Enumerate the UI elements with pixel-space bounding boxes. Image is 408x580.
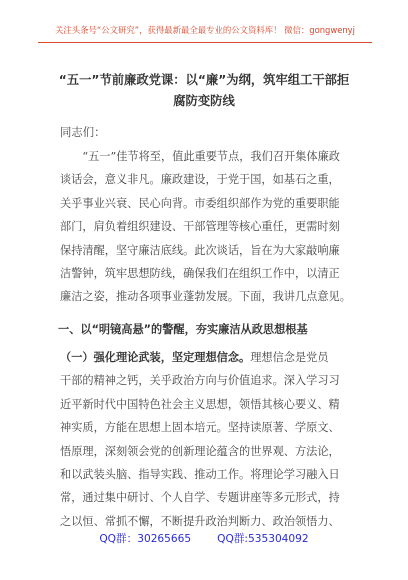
footer-qq-group-2: QQ群:535304092 — [217, 533, 309, 545]
footer-qq-group-1: QQ群：30265665 — [99, 533, 192, 545]
footer-contact — [0, 532, 408, 546]
section-heading-1: 一、以“明镜高悬”的警醒，夯实廉洁从政思想根基 — [58, 323, 308, 336]
paragraph-line: 之以恒、常抓不懈，不断提升政治判断力、政治领悟力、 — [60, 514, 340, 528]
paragraph-line: 洁警钟，筑牢思想防线，确保我们在组织工作中，以清正 — [60, 267, 340, 281]
paragraph-line: 悟原理，深刻领会党的创新理论蕴含的世界观、方法论， — [60, 444, 340, 458]
paragraph-line: 神实质，方能在思想上固本培元。坚持读原著、学原文、 — [60, 421, 340, 435]
paragraph-line: 常，通过集中研讨、个人自学、专题讲座等多元形式，持 — [60, 491, 340, 505]
title-line-2: 腐防变防线 — [173, 94, 235, 108]
paragraph-line: 和以武装头脑、指导实践、推动工作。将理论学习融入日 — [60, 468, 340, 482]
paragraph-line: 廉洁之姿，推动各项事业蓬勃发展。下面，我讲几点意见。 — [60, 290, 351, 304]
paragraph-first-line — [60, 346, 340, 369]
paragraph-line: “五一”佳节将至，值此重要节点，我们召开集体廉政 — [60, 150, 340, 163]
salutation: 同志们： — [60, 125, 106, 139]
header-promo-text: 关注头条号“公文研究”，获得最新最全最专业的公文资料库！ 微信：gongwenyj — [55, 25, 355, 35]
paragraph-intro — [60, 145, 351, 309]
paragraph-line: 干部的精神之钙，关乎政治方向与价值追求。深入学习习 — [60, 374, 340, 388]
document-title — [54, 70, 354, 112]
subheading-1: （一）强化理论武装，坚定理想信念。 — [60, 351, 251, 364]
title-line-1: “五一”节前廉政党课：以“廉”为纲，筑牢组工干部拒 — [58, 73, 350, 87]
paragraph-line: 部门，肩负着组织建设、干部管理等核心重任，更需时刻 — [60, 220, 340, 234]
header-divider — [38, 42, 372, 43]
paragraph-line: 近平新时代中国特色社会主义思想，领悟其核心要义、精 — [60, 397, 340, 411]
paragraph-line: 保持清醒，坚守廉洁底线。此次谈话，旨在为大家敲响廉 — [60, 243, 340, 257]
paragraph-line: 关乎事业兴衰、民心向背。市委组织部作为党的重要职能 — [60, 196, 340, 210]
paragraph-line: 谈话会，意义非凡。廉政建设，于党于国，如基石之重， — [60, 173, 340, 187]
paragraph-first-line-rest: 理想信念是党员 — [250, 351, 329, 364]
paragraph-section-1-1 — [60, 346, 340, 533]
